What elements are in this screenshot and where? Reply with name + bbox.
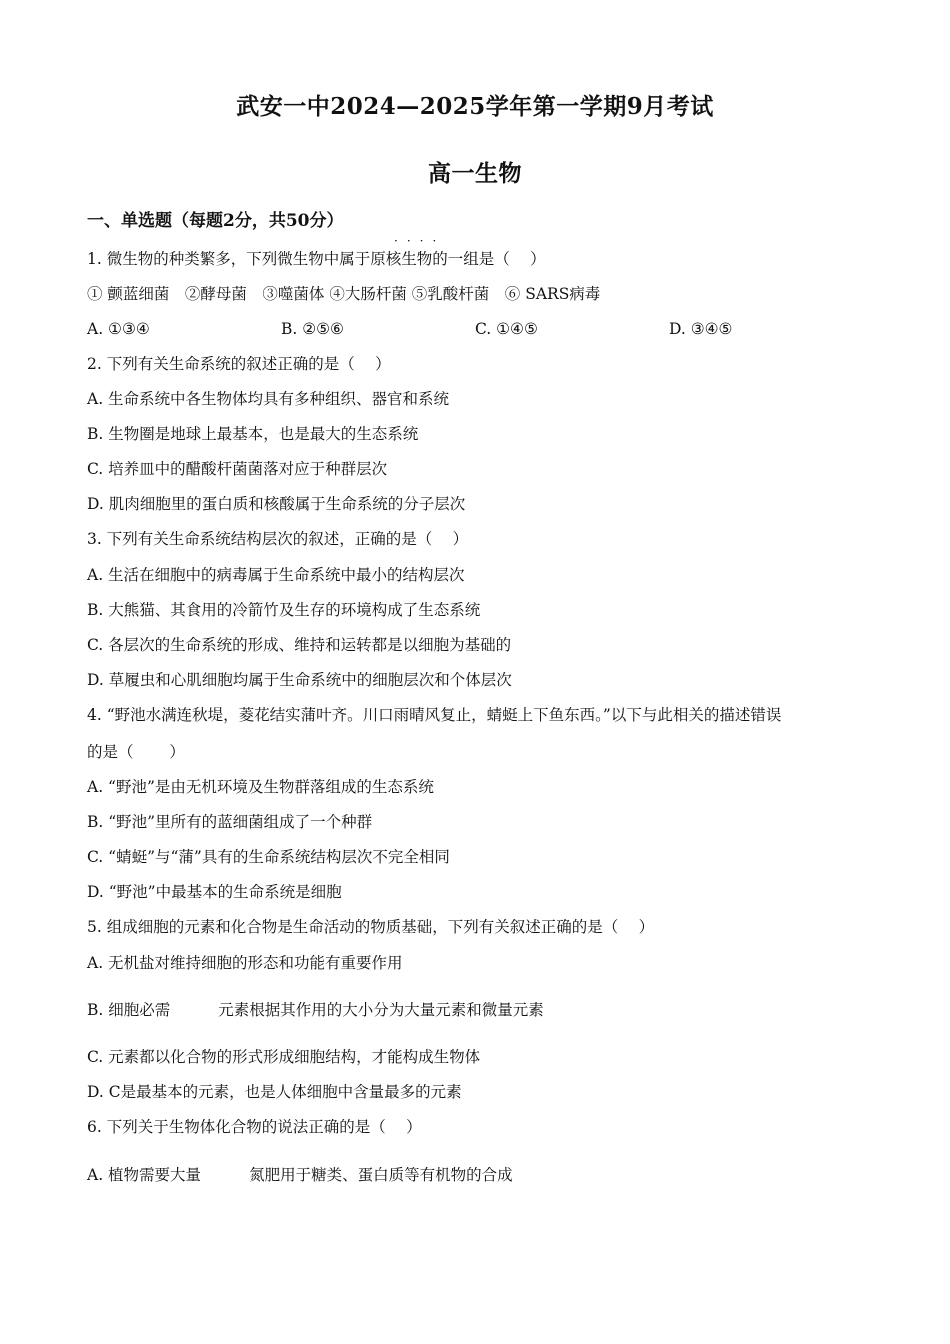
question-5-stem: 5. 组成细胞的元素和化合物是生命活动的物质基础，下列有关叙述正确的是（ ）: [87, 918, 655, 936]
question-4-stem-line1: 4. “野池水满连秋堤，菱花结实蒲叶齐。川口雨晴风复止，蜻蜓上下鱼东西。”以下与此相关的描述错误: [87, 706, 782, 724]
question-5-option-a: A. 无机盐对维持细胞的形态和功能有重要作用: [87, 954, 403, 972]
question-3-option-d: D. 草履虫和心肌细胞均属于生命系统中的细胞层次和个体层次: [87, 671, 512, 689]
question-6-stem: 6. 下列关于生物体化合物的说法正确的是（ ）: [87, 1118, 422, 1136]
question-2-stem: 2. 下列有关生命系统的叙述正确的是（ ）: [87, 355, 391, 373]
question-1-option-d: D. ③④⑤: [669, 320, 733, 338]
subject-title: 高一生物: [428, 160, 522, 187]
question-5-option-b: [87, 1000, 544, 1020]
question-2-option-c: C. 培养皿中的醋酸杆菌菌落对应于种群层次: [87, 460, 388, 478]
question-5-option-c: C. 元素都以化合物的形式形成细胞结构，才能构成生物体: [87, 1048, 481, 1066]
question-5-option-d: D. C是最基本的元素，也是人体细胞中含量最多的元素: [87, 1083, 462, 1101]
question-3-stem: 3. 下列有关生命系统结构层次的叙述，正确的是（ ）: [87, 530, 469, 548]
question-6-option-a-part2: 氮肥用于糖类、蛋白质等有机物的合成: [249, 1166, 513, 1184]
question-1-option-c: C. ①④⑤: [475, 320, 538, 338]
question-2-option-d: D. 肌肉细胞里的蛋白质和核酸属于生命系统的分子层次: [87, 495, 466, 513]
question-4-option-c: C. “蜻蜓”与“蒲”具有的生命系统结构层次不完全相同: [87, 848, 450, 866]
question-1-stem: 1. 微生物的种类繁多，下列微生物中属于原核生物的一组是（ ）: [87, 250, 546, 268]
question-4-option-d: D. “野池”中最基本的生命系统是细胞: [87, 883, 342, 901]
question-3-option-b: B. 大熊猫、其食用的冷箭竹及生存的环境构成了生态系统: [87, 601, 481, 619]
question-3-option-c: C. 各层次的生命系统的形成、维持和运转都是以细胞为基础的: [87, 636, 512, 654]
question-5-option-b-part1: B. 细胞必需: [87, 1001, 171, 1019]
question-1-option-a: A. ①③④: [87, 320, 150, 338]
emphasis-dots: ····: [394, 234, 446, 248]
question-6-option-a-part1: A. 植物需要大量: [87, 1166, 202, 1184]
question-5-option-b-part2: 元素根据其作用的大小分为大量元素和微量元素: [218, 1001, 544, 1019]
question-4-option-b: B. “野池”里所有的蓝细菌组成了一个种群: [87, 813, 373, 831]
question-1-option-b: B. ②⑤⑥: [281, 320, 344, 338]
question-4-option-a: A. “野池”是由无机环境及生物群落组成的生态系统: [87, 778, 434, 796]
question-4-stem-line2: 的是（ ）: [87, 743, 185, 761]
question-2-option-a: A. 生命系统中各生物体均具有多种组织、器官和系统: [87, 390, 450, 408]
exam-title: 武安一中2024—2025学年第一学期9月考试: [236, 93, 714, 120]
question-2-option-b: B. 生物圈是地球上最基本，也是最大的生态系统: [87, 425, 419, 443]
question-1-items: ① 颤蓝细菌 ②酵母菌 ③噬菌体 ④大肠杆菌 ⑤乳酸杆菌 ⑥ SARS病毒: [87, 285, 601, 303]
section-heading: 一、单选题（每题2分，共50分）: [87, 211, 344, 231]
question-3-option-a: A. 生活在细胞中的病毒属于生命系统中最小的结构层次: [87, 566, 465, 584]
question-6-option-a: [87, 1165, 513, 1185]
